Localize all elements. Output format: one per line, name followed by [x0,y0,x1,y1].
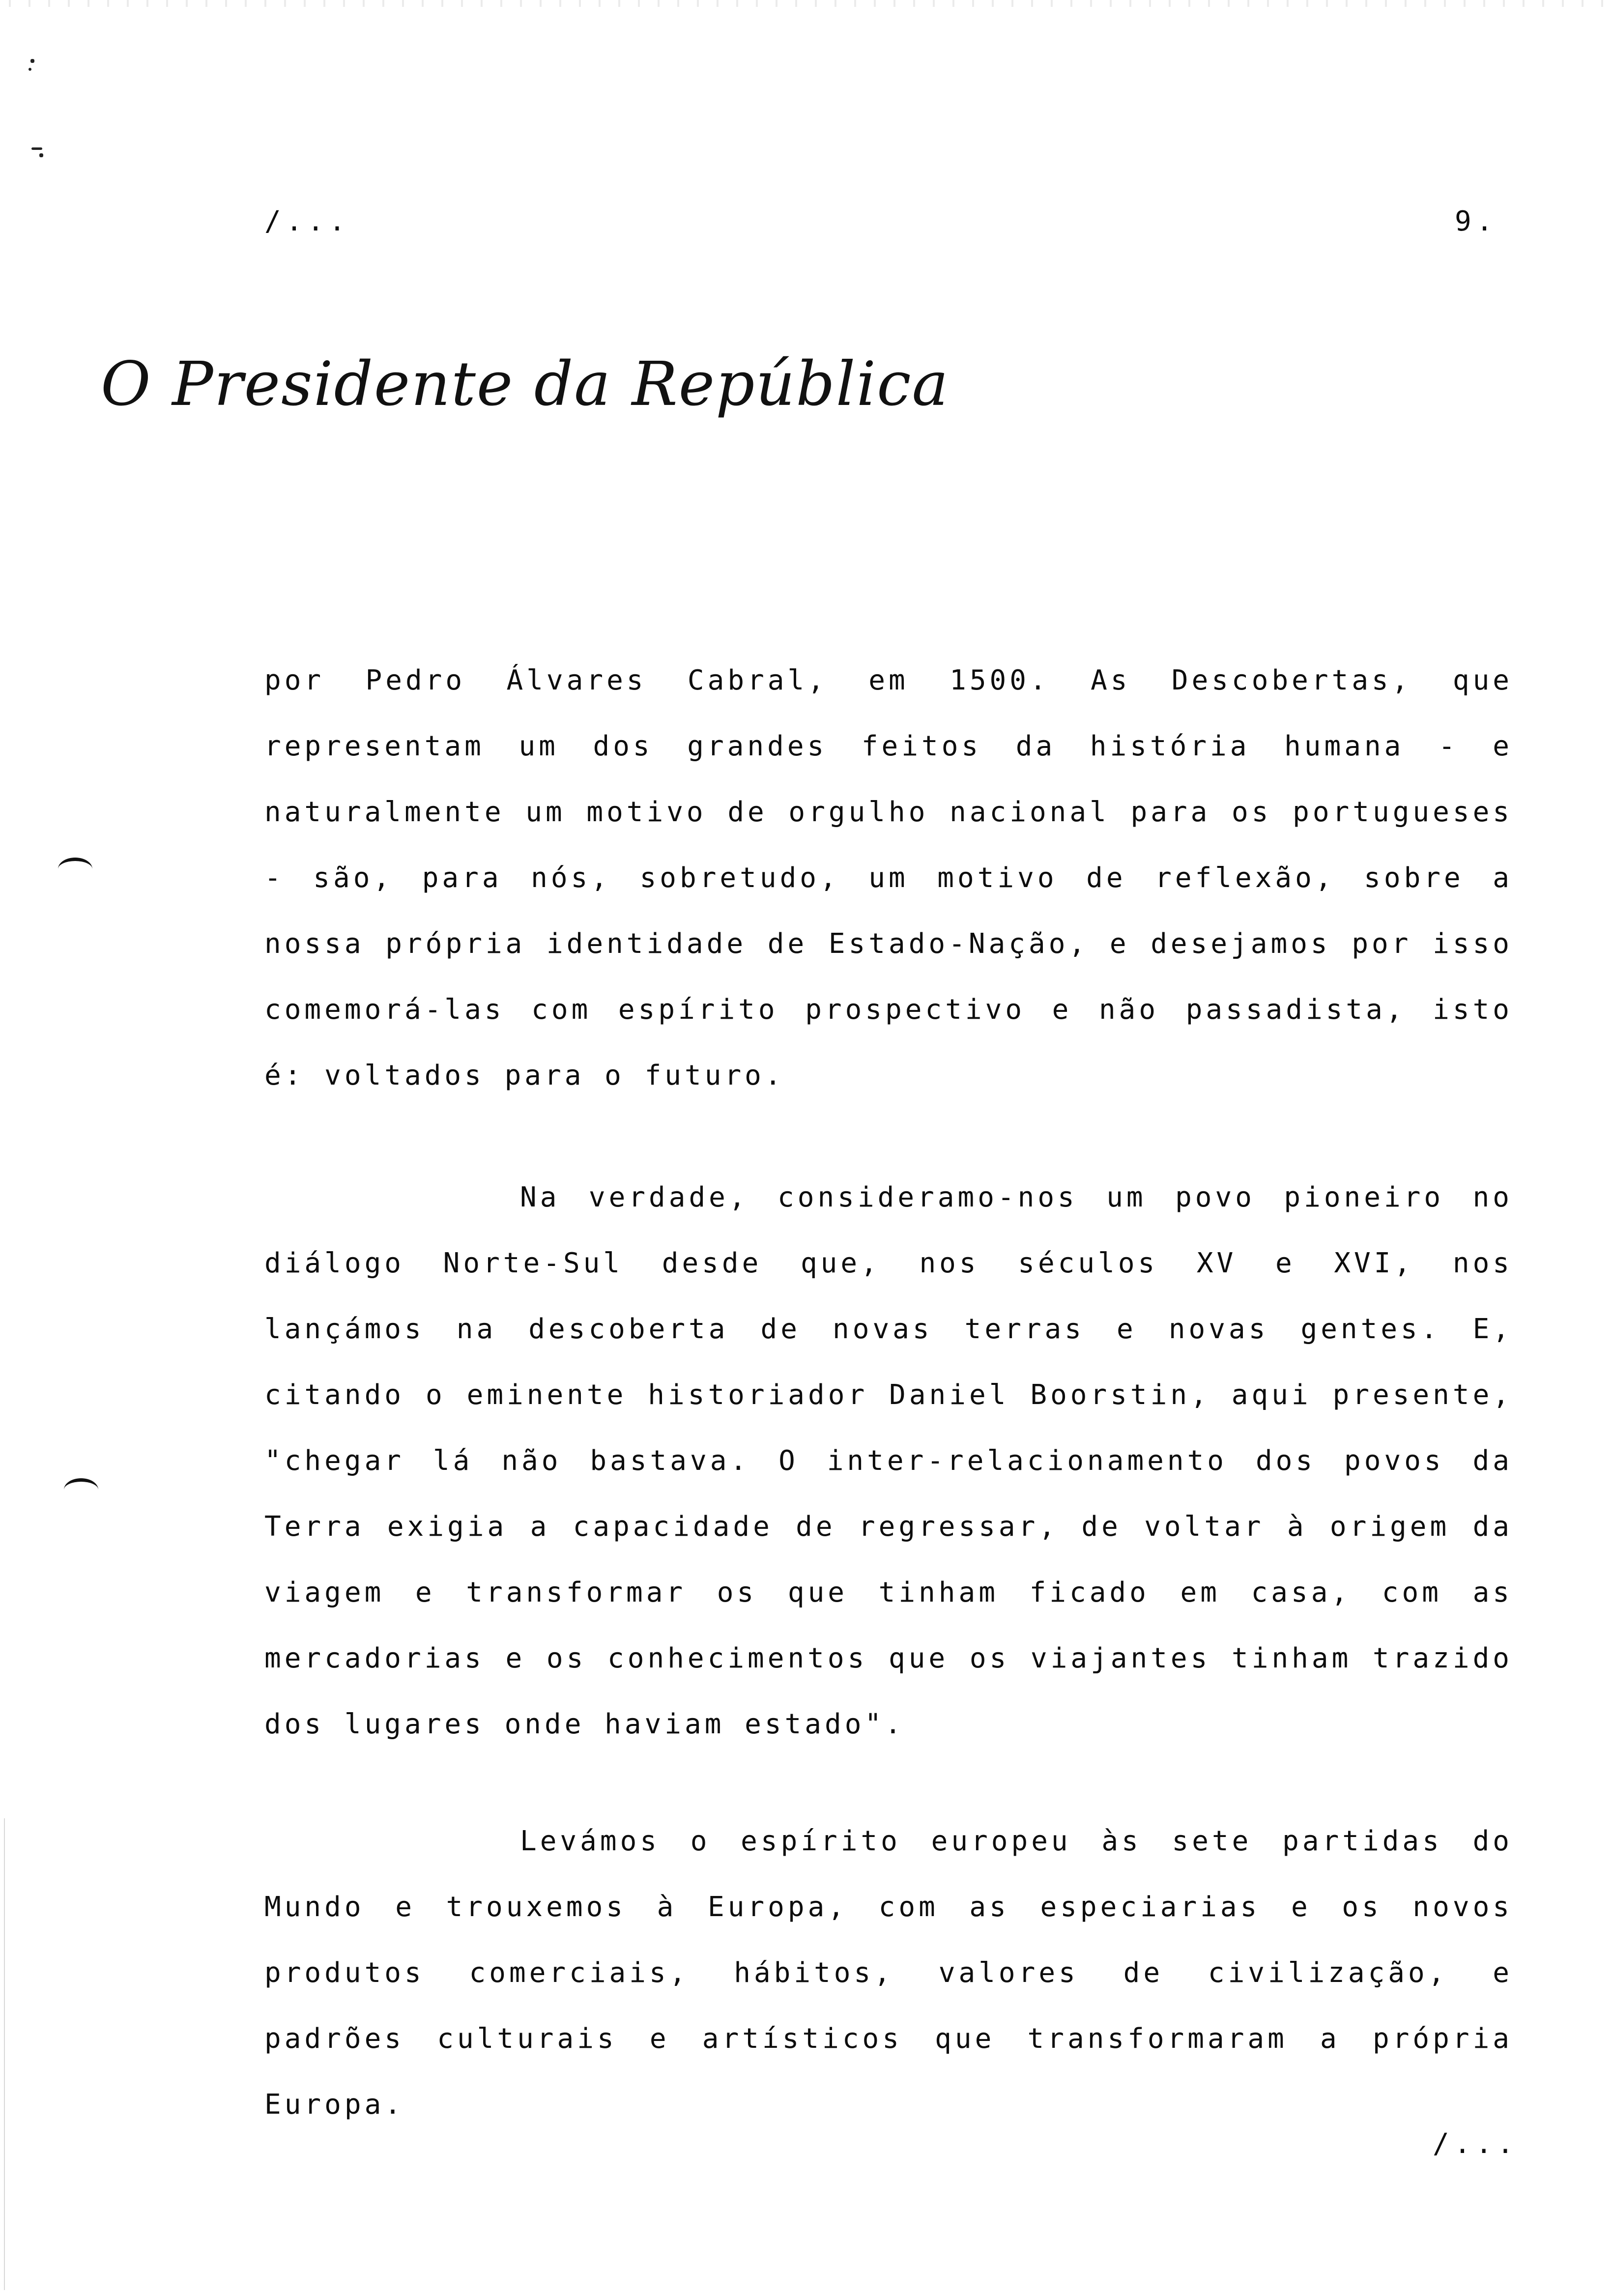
body-paragraph: Na verdade, consideramo-nos um povo pioneiro no diálogo Norte-Sul desde que, nos séculos XV e XVI, nos lançámos na descoberta de novas terras e novas gentes. E, citando o eminente historiador Daniel Boorstin, aqui presente, "chegar lá não bastava. O inter-relacionamento dos povos da Terra exigia a capacidade de regressar, de voltar à origem da viagem e transformar os que tinham ficado em casa, com as mercadorias e os conhecimentos que os viajantes tinham trazido dos lugares onde haviam estado". [264,1181,1513,1740]
punch-hole-mark [58,858,92,881]
scan-speck [39,153,43,157]
punch-hole-mark [64,1478,98,1501]
scan-speck [30,59,34,63]
scan-speck [31,147,42,150]
scan-edge-artifact [0,0,1612,7]
page-number: 9. [1455,205,1498,237]
continuation-marker-top: /... [264,205,350,237]
scan-margin-line [4,1818,5,2290]
continuation-marker-bottom: /... [1433,2128,1519,2160]
presidential-letterhead: O Presidente da República [101,349,950,420]
scan-speck [29,68,31,71]
body-paragraph: Levámos o espírito europeu às sete partidas do Mundo e trouxemos à Europa, com as especiarias e os novos produtos comerciais, hábitos, valores de civilização, e padrões culturais e artísticos que transformaram a própria Europa. [264,1825,1513,2121]
body-paragraph: por Pedro Álvares Cabral, em 1500. As Descobertas, que representam um dos grandes feitos da história humana - e naturalmente um motivo de orgulho nacional para os portugueses - são, para nós, sobretudo, um motivo de reflexão, sobre a nossa própria identidade de Estado-Nação, e desejamos por isso comemorá-las com espírito prospectivo e não passadista, isto é: voltados para o futuro. [264,664,1513,1091]
